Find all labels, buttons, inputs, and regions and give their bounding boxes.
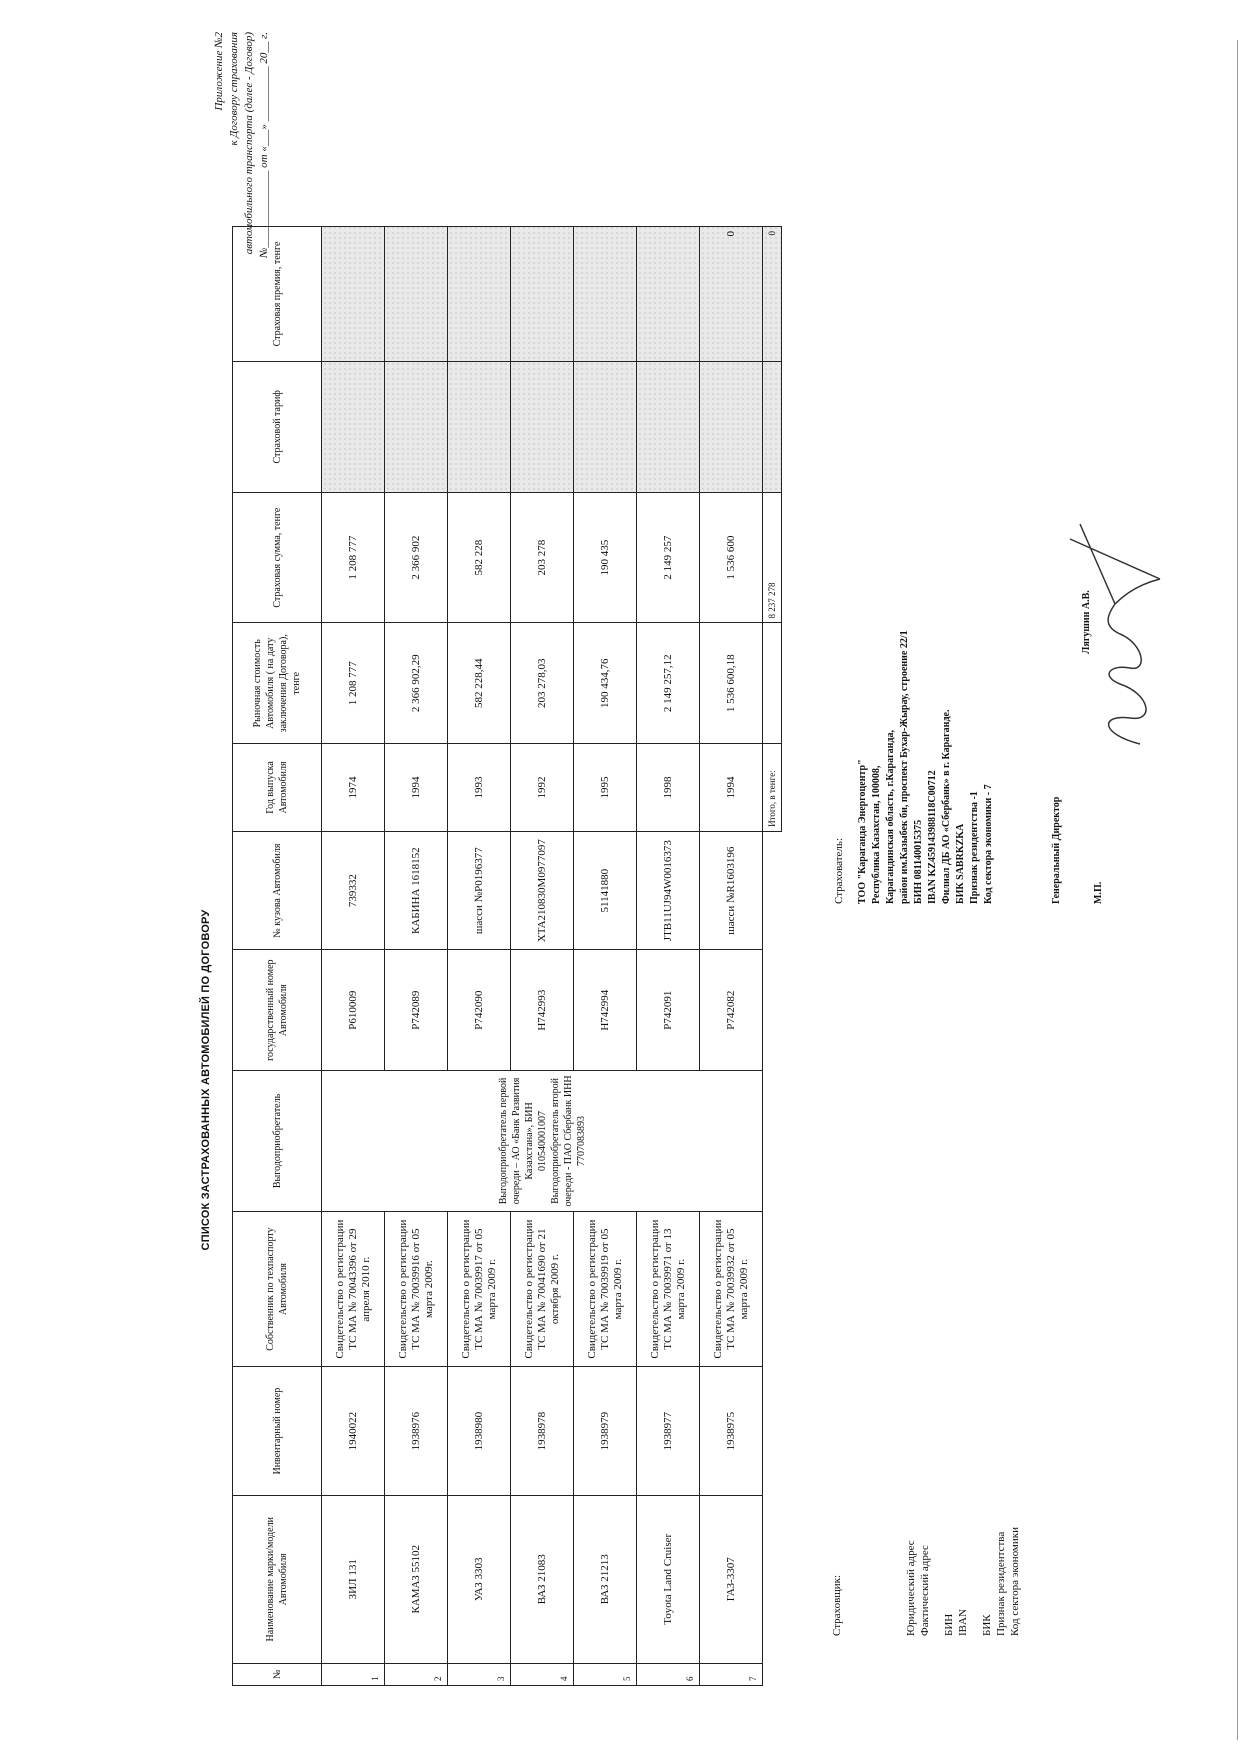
row-plate: P742090	[448, 950, 511, 1071]
row-market: 2 149 257,12	[637, 623, 700, 744]
scan-edge-line	[1237, 40, 1238, 1740]
row-plate: P610009	[322, 950, 385, 1071]
col-docs: Собственник по техпаспорту Автомобиля	[233, 1211, 322, 1366]
row-model: ВАЗ 21083	[511, 1495, 574, 1663]
insured-address-1: Республика Казахстан, 100008,	[871, 765, 882, 904]
insurer-econ-sector: Код сектора экономики	[1009, 1527, 1021, 1636]
row-body: шасси №P0196377	[448, 831, 511, 950]
document-title: СПИСОК ЗАСТРАХОВАННЫХ АВТОМОБИЛЕЙ ПО ДОГОВОРУ	[200, 909, 212, 1251]
row-market: 1 536 600,18	[700, 623, 763, 744]
insured-address-2: Карагандинская область, г.Караганда,	[885, 730, 896, 904]
insurer-bik: БИК	[981, 1614, 993, 1636]
col-sum: Страховая сумма, тенге	[233, 492, 322, 623]
col-premium: Страховая премия, тенге	[233, 227, 322, 362]
insurer-residency: Признак резидентства	[995, 1531, 1007, 1636]
row-market: 582 228,44	[448, 623, 511, 744]
row-num: 5	[574, 1663, 637, 1685]
row-docs: Свидетельство о регистрации ТС МА № 70039919 от 05 марта 2009 г.	[574, 1211, 637, 1366]
row-tariff	[322, 361, 385, 492]
table-row	[511, 227, 574, 1686]
row-body: 739332	[322, 831, 385, 950]
row-plate: P742089	[385, 950, 448, 1071]
row-market: 1 208 777	[322, 623, 385, 744]
row-year: 1974	[322, 744, 385, 832]
total-label: Итого, в тенге:	[763, 744, 782, 832]
row-model: ГАЗ-3307	[700, 1495, 763, 1663]
row-sum: 203 278	[511, 492, 574, 623]
row-year: 1998	[637, 744, 700, 832]
annex-line-4: №______________ от «___» __________ 20__ г.	[258, 32, 270, 258]
row-num: 2	[385, 1663, 448, 1685]
director-label: Генеральный Директор	[1051, 796, 1062, 904]
row-premium	[448, 227, 511, 362]
insured-address-3: район им.Казыбек би, проспект Бухар-Жырау, строение 22/1	[899, 630, 910, 904]
col-beneficiary: Выгодоприобретатель	[233, 1070, 322, 1211]
row-docs: Свидетельство о регистрации ТС МА № 70039917 от 05 марта 2009 г.	[448, 1211, 511, 1366]
total-premium: 0	[763, 227, 782, 362]
row-premium	[322, 227, 385, 362]
row-inventory: 1938979	[574, 1367, 637, 1496]
row-premium	[574, 227, 637, 362]
insurer-legal-address: Юридический адрес	[905, 1540, 917, 1636]
row-tariff	[448, 361, 511, 492]
row-plate: P742082	[700, 950, 763, 1071]
row-num: 1	[322, 1663, 385, 1685]
col-market: Рыночная стоимость Автомобиля ( на дату заключения Договора), тенге	[233, 623, 322, 744]
insured-block	[832, 630, 996, 904]
row-plate: P742091	[637, 950, 700, 1071]
table-row	[574, 227, 637, 1686]
row-market: 190 434,76	[574, 623, 637, 744]
table-row	[322, 227, 385, 1686]
annex-line-3: автомобильного транспорта (далее - Договор)	[243, 32, 255, 255]
col-plate: государственный номер Автомобиля	[233, 950, 322, 1071]
col-model: Наименование марки/модели Автомобиля	[233, 1495, 322, 1663]
insured-name: ТОО "Караганда Энергоцентр"	[857, 759, 868, 904]
row-docs: Свидетельство о регистрации ТС МА № 70039932 от 05 марта 2009 г.	[700, 1211, 763, 1366]
row-premium	[637, 227, 700, 362]
row-market: 203 278,03	[511, 623, 574, 744]
insured-vehicles-table	[232, 226, 782, 1686]
row-inventory: 1940022	[322, 1367, 385, 1496]
insured-header: Страхователь:	[833, 838, 845, 904]
row-model: УАЗ 3303	[448, 1495, 511, 1663]
table-header-row	[233, 227, 322, 1686]
col-body: № кузова Автомобиля	[233, 831, 322, 950]
row-tariff	[511, 361, 574, 492]
row-inventory: 1938978	[511, 1367, 574, 1496]
insured-bank: Филиал ДБ АО «Сбербанк» в г. Караганде.	[941, 709, 952, 904]
row-sum: 1 536 600	[700, 492, 763, 623]
insured-bin: БИН 081140015375	[913, 819, 924, 904]
table-row	[637, 227, 700, 1686]
row-model: Toyota Land Cruiser	[637, 1495, 700, 1663]
row-premium: 0	[700, 227, 763, 362]
row-year: 1994	[385, 744, 448, 832]
table-row	[700, 227, 763, 1686]
row-inventory: 1938980	[448, 1367, 511, 1496]
insured-bik: БИК SABRKZKA	[955, 823, 966, 904]
row-premium	[511, 227, 574, 362]
row-tariff	[574, 361, 637, 492]
total-sum: 8 237 278	[763, 492, 782, 623]
row-plate: H742994	[574, 950, 637, 1071]
row-body: XTA210830M0977097	[511, 831, 574, 950]
row-num: 7	[700, 1663, 763, 1685]
row-sum: 582 228	[448, 492, 511, 623]
handwritten-signature	[1060, 514, 1170, 754]
insurer-block	[830, 1527, 1022, 1636]
row-docs: Свидетельство о регистрации ТС МА № 70041690 от 21 октября 2009 г.	[511, 1211, 574, 1366]
insurer-bin: БИН	[943, 1613, 955, 1636]
row-model: КАМАЗ 55102	[385, 1495, 448, 1663]
row-tariff	[637, 361, 700, 492]
row-inventory: 1938975	[700, 1367, 763, 1496]
insurer-actual-address: Фактический адрес	[919, 1545, 931, 1636]
row-docs: Свидетельство о регистрации ТС МА № 70043396 от 29 апреля 2010 г.	[322, 1211, 385, 1366]
row-body: шасси №R1603196	[700, 831, 763, 950]
insured-econ-sector: Код сектора экономики - 7	[983, 784, 994, 904]
row-plate: H742993	[511, 950, 574, 1071]
row-body: JTB11UJ94W0016373	[637, 831, 700, 950]
row-body: 51141880	[574, 831, 637, 950]
row-market: 2 366 902,29	[385, 623, 448, 744]
insurer-header: Страховщик:	[831, 1574, 843, 1636]
row-model: ВАЗ 21213	[574, 1495, 637, 1663]
row-sum: 1 208 777	[322, 492, 385, 623]
row-docs: Свидетельство о регистрации ТС МА № 70039916 от 05 марта 2009г.	[385, 1211, 448, 1366]
stamp-label: М.П.	[1093, 881, 1104, 904]
row-sum: 2 149 257	[637, 492, 700, 623]
row-body: КАБИНА 1618152	[385, 831, 448, 950]
row-num: 3	[448, 1663, 511, 1685]
insured-iban: IBAN KZ459143988118C00712	[927, 770, 938, 904]
row-docs: Свидетельство о регистрации ТС МА № 70039971 от 13 марта 2009 г.	[637, 1211, 700, 1366]
col-year: Год выпуска Автомобиля	[233, 744, 322, 832]
row-tariff	[385, 361, 448, 492]
table-row	[385, 227, 448, 1686]
row-model: ЗИЛ 131	[322, 1495, 385, 1663]
row-num: 6	[637, 1663, 700, 1685]
row-tariff	[700, 361, 763, 492]
row-inventory: 1938976	[385, 1367, 448, 1496]
table-total-row	[763, 227, 782, 1686]
insured-residency: Признак резидентства -1	[969, 791, 980, 904]
col-num: №	[233, 1663, 322, 1685]
row-beneficiary: Выгодоприобретатель первой очереди – АО «Банк Развития Казахстана», БИН 010540001007 Выгодоприобретатель второй очереди - ПАО Сбербанк ИНН 7707083893	[322, 1070, 763, 1211]
director-name: Лягушин А.В.	[1081, 590, 1092, 654]
col-tariff: Страховой тариф	[233, 361, 322, 492]
insurer-iban: IBAN	[957, 1609, 969, 1636]
row-year: 1994	[700, 744, 763, 832]
row-sum: 190 435	[574, 492, 637, 623]
annex-line-2: к Договору страхования	[228, 32, 240, 146]
row-num: 4	[511, 1663, 574, 1685]
col-inventory: Инвентарный номер	[233, 1367, 322, 1496]
row-year: 1992	[511, 744, 574, 832]
row-year: 1995	[574, 744, 637, 832]
table-row	[448, 227, 511, 1686]
row-premium	[385, 227, 448, 362]
annex-line-1: Приложение №2	[213, 32, 225, 111]
row-sum: 2 366 902	[385, 492, 448, 623]
row-inventory: 1938977	[637, 1367, 700, 1496]
row-year: 1993	[448, 744, 511, 832]
